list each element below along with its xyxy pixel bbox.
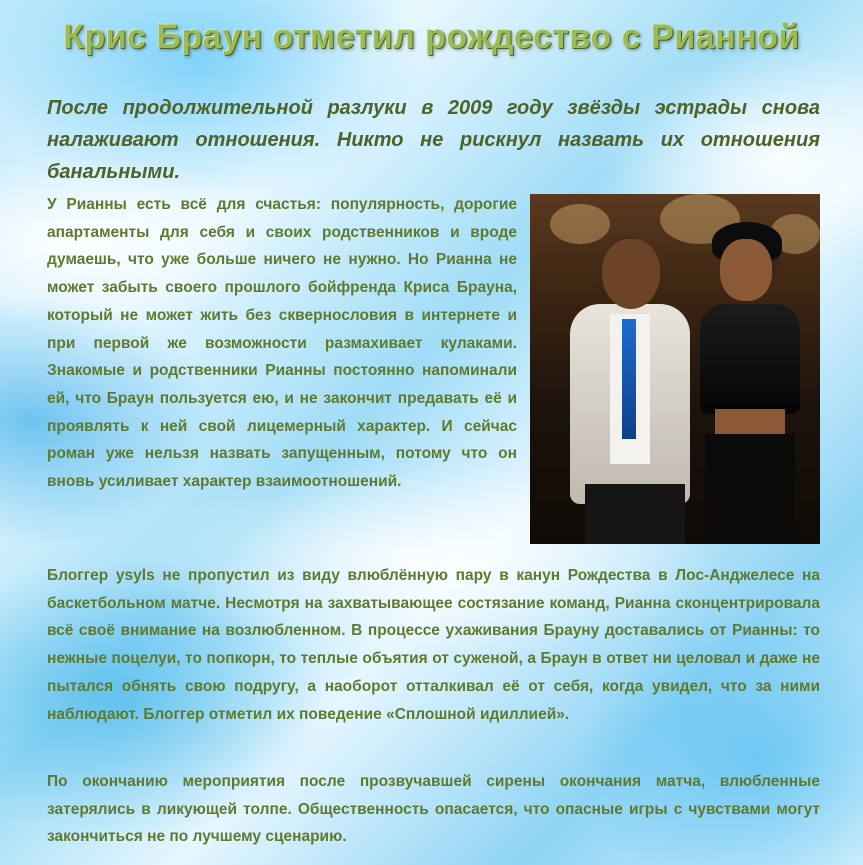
couple-photo (530, 194, 820, 544)
paragraph-2: Блоггер ysyls не пропустил из виду влюблённую пару в канун Рождества в Лос-Анджелесе на баскетбольном матче. Несмотря на захватывающее состязание команд, Рианна сконцентрировала всё своё внимание на возлюбленном. В процессе ухаживания Брауну доставались от Рианны: то нежные поцелуи, то попкорн, то теплые объятия от суженой, а Браун в ответ ни целовал и даже не пытался обнять свою подругу, а наоборот отталкивал её от себя, когда увидел, что за ними наблюдают. Блоггер отметил их поведение «Сплошной идиллией». (47, 567, 820, 723)
paragraph-3: По окончанию мероприятия после прозвучавшей сирены окончания матча, влюбленные затерялись в ликующей толпе. Общественность опасается, что опасные игры с чувствами могут закончиться не по лучшему сценарию. (47, 773, 820, 846)
paragraph-1: У Рианны есть всё для счастья: популярность, дорогие апартаменты для себя и своих родственников и вроде думаешь, что уже больше ничего не нужно. Но Рианна не может забыть своего прошлого бойфренда Криса Брауна, который не может жить без сквернословия в интернете и при первой же возможности размахивает кулаками. Знакомые и родственники Рианны постоянно напоминали ей, что Браун пользуется ею, и не закончит предавать её и проявлять к ней свой лицемерный характер. И сейчас роман уже нельзя назвать запущенным, потому что он вновь усиливает характер взаимоотношений. (47, 196, 517, 491)
article-title: Крис Браун отметил рождество с Рианной (63, 18, 800, 56)
article-lead: После продолжительной разлуки в 2009 году звёзды эстрады снова налаживают отношения. Никто не рискнул назвать их отношения банальными. (47, 97, 820, 183)
